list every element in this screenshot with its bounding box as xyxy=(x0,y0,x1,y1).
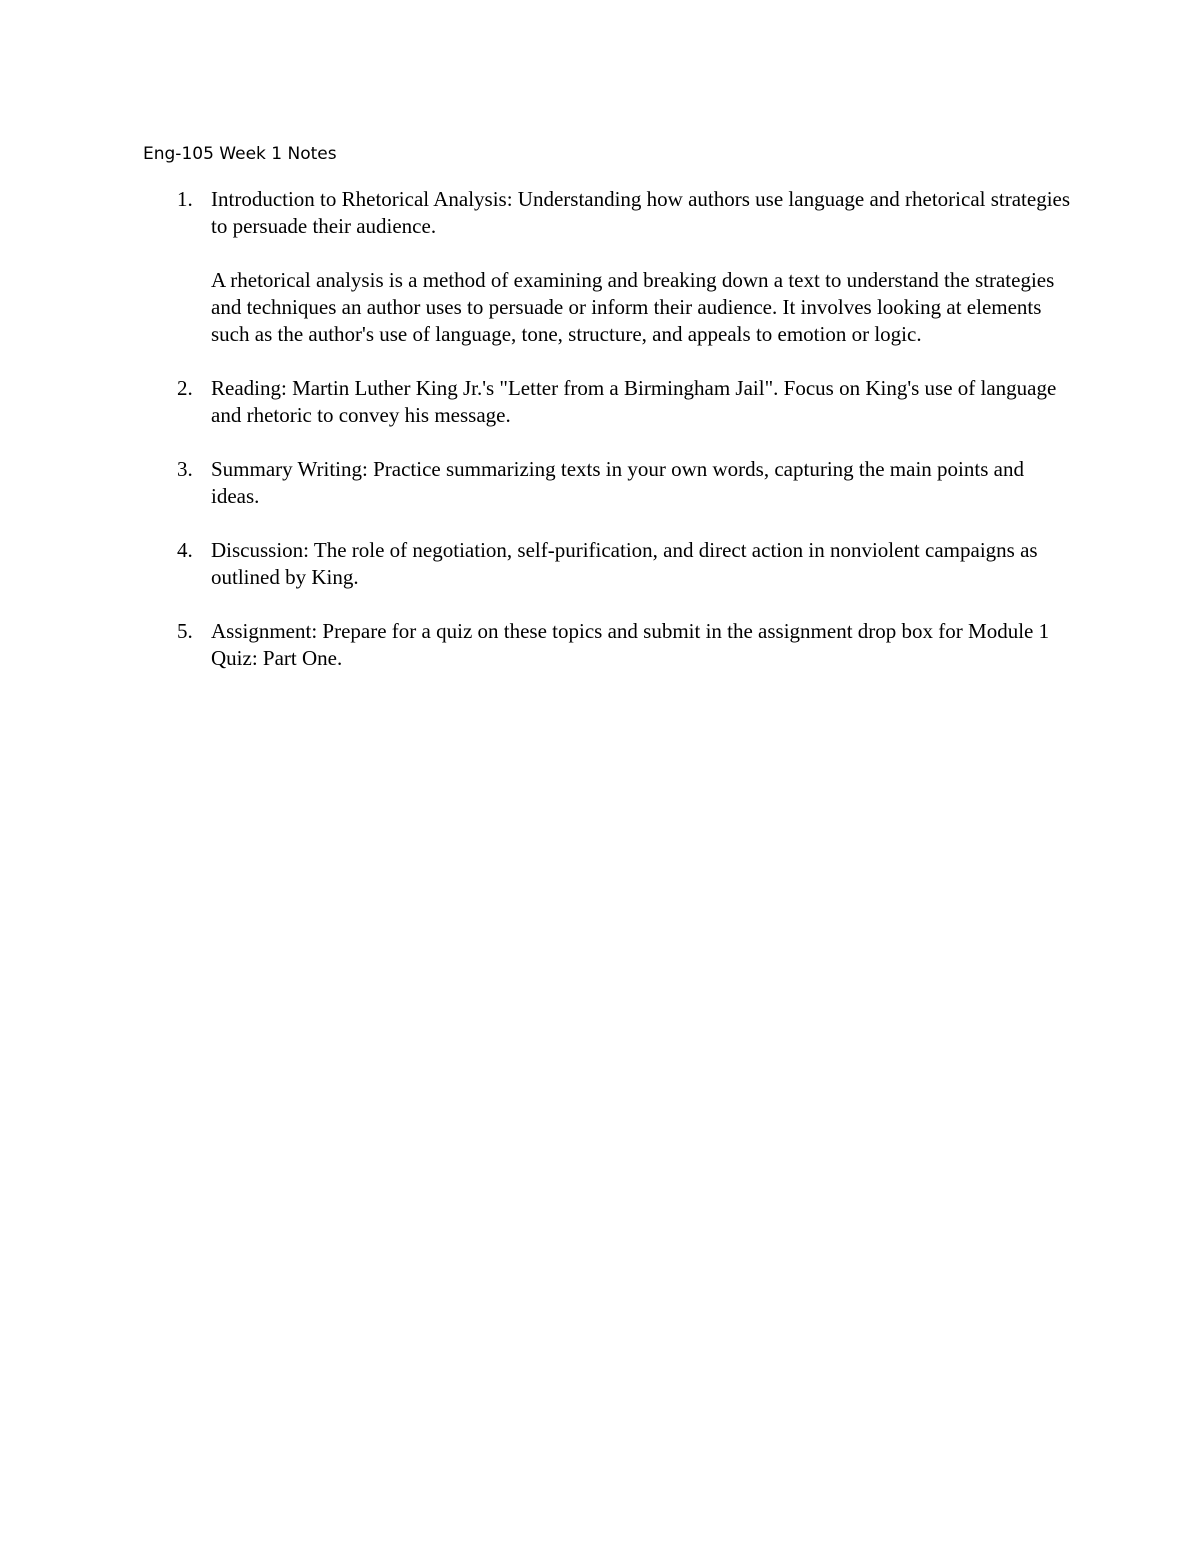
item-text: Assignment: Prepare for a quiz on these topics and submit in the assignment drop box for Module 1 Quiz: Part One. xyxy=(211,619,1050,670)
item-number: 1. xyxy=(177,187,193,211)
item-number: 4. xyxy=(177,538,193,562)
item-text: Discussion: The role of negotiation, self-purification, and direct action in nonviolent campaigns as outlined by King. xyxy=(211,538,1038,589)
list-item xyxy=(173,186,1073,348)
list-item xyxy=(173,537,1073,591)
list-item xyxy=(173,456,1073,510)
item-text: Summary Writing: Practice summarizing texts in your own words, capturing the main points and ideas. xyxy=(211,457,1024,508)
item-text: Reading: Martin Luther King Jr.'s "Letter from a Birmingham Jail". Focus on King's use of language and rhetoric to convey his message. xyxy=(211,376,1057,427)
document-title: Eng-105 Week 1 Notes xyxy=(143,144,337,164)
item-paragraph: A rhetorical analysis is a method of examining and breaking down a text to understand the strategies and techniques an author uses to persuade or inform their audience. It involves looking at elements such as the author's use of language, tone, structure, and appeals to emotion or logic. xyxy=(211,268,1055,346)
list-item xyxy=(173,375,1073,429)
item-text: Introduction to Rhetorical Analysis: Understanding how authors use language and rhetorical strategies to persuade their audience. xyxy=(211,187,1071,238)
list-item xyxy=(173,618,1073,672)
item-number: 5. xyxy=(177,619,193,643)
item-number: 2. xyxy=(177,376,193,400)
item-number: 3. xyxy=(177,457,193,481)
notes-list xyxy=(173,186,1073,699)
